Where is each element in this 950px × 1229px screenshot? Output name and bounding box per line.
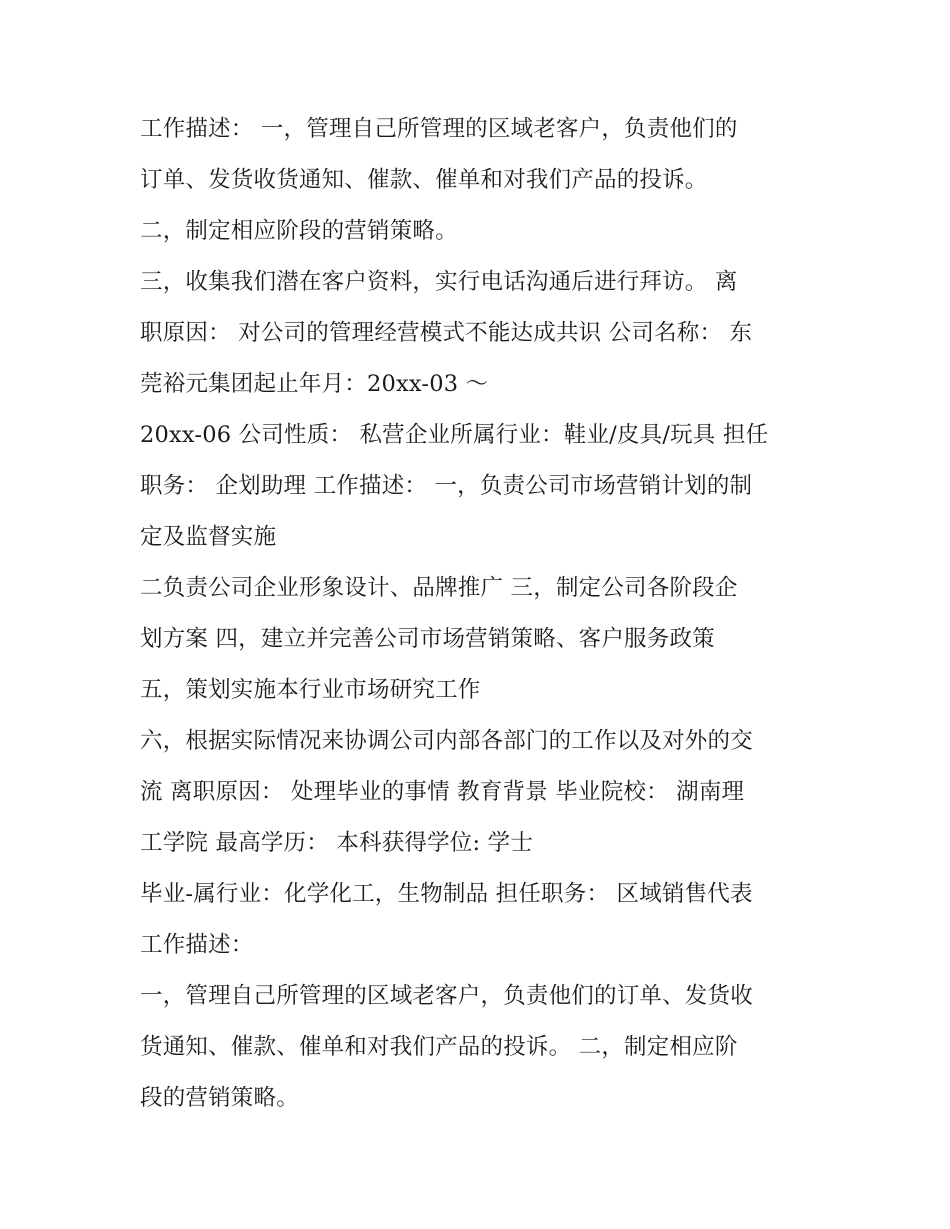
document-body — [140, 104, 820, 1124]
text-line: 五，策划实施本行业市场研究工作 — [140, 677, 481, 703]
text-line: 职原因： 对公司的管理经营模式不能达成共识 公司名称： 东 — [140, 320, 753, 346]
text-line: 毕业-属行业：化学化工，生物制品 担任职务： 区域销售代表 — [140, 881, 753, 907]
text-line: 工学院 最高学历： 本科获得学位: 学士 — [140, 830, 534, 856]
text-line: 工作描述： — [140, 932, 254, 958]
text-line: 工作描述： 一，管理自己所管理的区域老客户，负责他们的 — [140, 116, 738, 142]
text-line: 货通知、催款、催单和对我们产品的投诉。 二，制定相应阶 — [140, 1034, 738, 1060]
text-line: 二负责公司企业形象设计、品牌推广 三，制定公司各阶段企 — [140, 575, 738, 601]
text-line: 一，管理自己所管理的区域老客户，负责他们的订单、发货收 — [140, 983, 753, 1009]
text-line: 段的营销策略。 — [140, 1085, 299, 1111]
text-line: 职务： 企划助理 工作描述： 一，负责公司市场营销计划的制 — [140, 473, 753, 499]
text-line: 定及监督实施 — [140, 524, 277, 550]
text-line: 莞裕元集团起止年月：20xx-03 ～ — [140, 371, 489, 397]
text-line: 20xx-06 公司性质： 私营企业所属行业：鞋业/皮具/玩具 担任 — [140, 422, 769, 448]
text-line: 六，根据实际情况来协调公司内部各部门的工作以及对外的交 — [140, 728, 753, 754]
text-line: 流 离职原因： 处理毕业的事情 教育背景 毕业院校： 湖南理 — [140, 779, 745, 805]
text-line: 三，收集我们潜在客户资料，实行电话沟通后进行拜访。 离 — [140, 269, 738, 295]
text-line: 划方案 四，建立并完善公司市场营销策略、客户服务政策 — [140, 626, 715, 652]
text-line: 二，制定相应阶段的营销策略。 — [140, 218, 458, 244]
text-line: 订单、发货收货通知、催款、催单和对我们产品的投诉。 — [140, 167, 708, 193]
